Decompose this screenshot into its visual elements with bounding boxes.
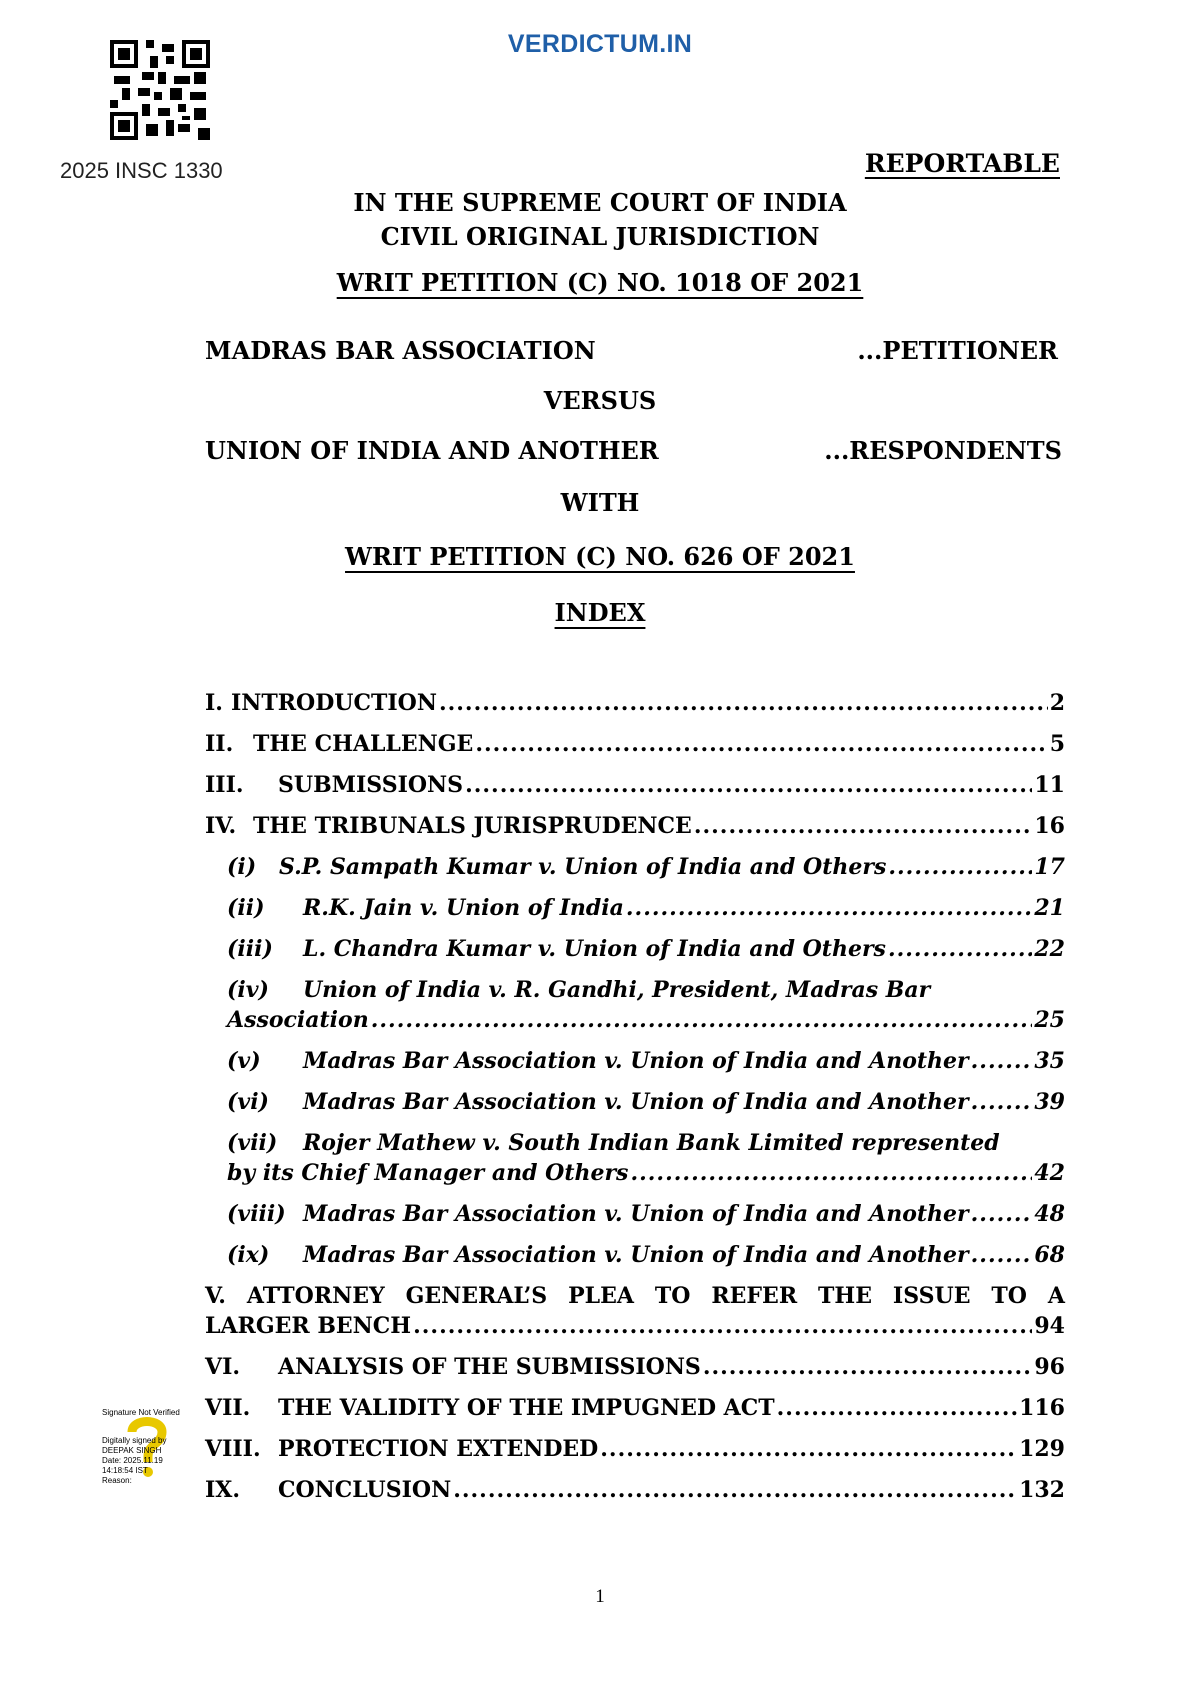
dot-leader bbox=[777, 1393, 1017, 1423]
index-entry-title-line2: LARGER BENCH bbox=[205, 1313, 412, 1339]
index-entry-page: 16 bbox=[1034, 813, 1065, 839]
title-word: ATTORNEY bbox=[246, 1283, 385, 1309]
dot-leader bbox=[439, 688, 1048, 718]
signature-line: Digitally signed by bbox=[102, 1436, 167, 1445]
sub-index-page: 42 bbox=[1034, 1160, 1065, 1186]
sub-index-number: (v) bbox=[227, 1048, 261, 1074]
index-entry[interactable] bbox=[205, 1475, 1065, 1505]
reportable-label: REPORTABLE bbox=[864, 149, 1060, 178]
sub-index-page: 39 bbox=[1034, 1089, 1065, 1115]
petitioner-name: MADRAS BAR ASSOCIATION bbox=[205, 336, 596, 365]
signature-line: 14:18:54 IST bbox=[102, 1466, 148, 1475]
sub-index-entry[interactable] bbox=[205, 893, 1065, 923]
title-word: TO bbox=[991, 1283, 1027, 1309]
index-entry-title: CONCLUSION bbox=[278, 1477, 452, 1503]
signature-line: Reason: bbox=[102, 1476, 132, 1485]
index-entry-number: I. bbox=[205, 690, 223, 716]
dot-leader bbox=[888, 934, 1032, 964]
jurisdiction: CIVIL ORIGINAL JURISDICTION bbox=[380, 222, 820, 251]
sub-index-number: (vi) bbox=[227, 1089, 269, 1115]
sub-index-entry[interactable] bbox=[205, 1199, 1065, 1229]
watermark-header: VERDICTUM.IN bbox=[507, 30, 693, 58]
index-entry-page: 94 bbox=[1034, 1313, 1065, 1339]
sub-index-page: 48 bbox=[1034, 1201, 1065, 1227]
index-entry-page: 11 bbox=[1034, 772, 1065, 798]
sub-index-page: 68 bbox=[1034, 1242, 1065, 1268]
sub-index-page: 25 bbox=[1034, 1007, 1065, 1033]
index-entry-page: 132 bbox=[1019, 1477, 1065, 1503]
sub-index-entry[interactable] bbox=[205, 852, 1065, 882]
digital-signature-stamp bbox=[102, 1408, 202, 1508]
sub-index-number: (viii) bbox=[227, 1201, 286, 1227]
index-entry-number: IV. bbox=[205, 813, 237, 839]
sub-index-title: S.P. Sampath Kumar v. Union of India and Others bbox=[279, 854, 887, 880]
index-entry[interactable] bbox=[205, 1434, 1065, 1464]
sub-index-number: (ix) bbox=[227, 1242, 270, 1268]
dot-leader bbox=[453, 1475, 1017, 1505]
index-entry-title: PROTECTION EXTENDED bbox=[278, 1436, 599, 1462]
index-entry-page: 129 bbox=[1019, 1436, 1065, 1462]
versus-label: VERSUS bbox=[543, 386, 657, 415]
petitioner-role: ...PETITIONER bbox=[857, 336, 1058, 365]
index-entry[interactable] bbox=[205, 1393, 1065, 1423]
index-entry[interactable] bbox=[205, 811, 1065, 841]
sub-index-title-line2: Association bbox=[227, 1007, 369, 1033]
dot-leader bbox=[971, 1240, 1033, 1270]
signature-line: DEEPAK SINGH bbox=[102, 1446, 162, 1455]
qr-code-icon bbox=[110, 40, 210, 140]
title-word: THE bbox=[818, 1283, 872, 1309]
case-number: WRIT PETITION (C) NO. 1018 OF 2021 bbox=[336, 268, 864, 297]
sub-index-entry[interactable] bbox=[205, 1128, 1065, 1188]
sub-index-number: (ii) bbox=[227, 895, 265, 921]
sub-index-title-line2: by its Chief Manager and Others bbox=[227, 1160, 629, 1186]
title-word: REFER bbox=[711, 1283, 798, 1309]
index-entry-page: 116 bbox=[1019, 1395, 1065, 1421]
sub-index-number: (iv) bbox=[227, 977, 269, 1003]
title-word: TO bbox=[654, 1283, 691, 1309]
dot-leader bbox=[971, 1087, 1033, 1117]
connected-case-number: WRIT PETITION (C) NO. 626 OF 2021 bbox=[345, 542, 855, 571]
dot-leader bbox=[371, 1005, 1033, 1035]
index-entry[interactable] bbox=[205, 1352, 1065, 1382]
title-word: V. bbox=[205, 1283, 226, 1309]
index-entry-number: IX. bbox=[205, 1477, 241, 1503]
index-entry-title: INTRODUCTION bbox=[231, 690, 437, 716]
index-entry-number: II. bbox=[205, 731, 234, 757]
dot-leader bbox=[626, 893, 1032, 923]
sub-index-number: (vii) bbox=[227, 1130, 278, 1156]
index-entry-title-line1 bbox=[205, 1281, 1065, 1311]
dot-leader bbox=[465, 770, 1032, 800]
index-entry-title: THE VALIDITY OF THE IMPUGNED ACT bbox=[278, 1395, 775, 1421]
sub-index-number: (iii) bbox=[227, 936, 273, 962]
court-name: IN THE SUPREME COURT OF INDIA bbox=[353, 188, 847, 217]
sub-index-entry[interactable] bbox=[205, 1046, 1065, 1076]
index-entry[interactable] bbox=[205, 688, 1065, 718]
dot-leader bbox=[971, 1199, 1033, 1229]
index-entry-number: VIII. bbox=[205, 1436, 261, 1462]
index-entry-number: III. bbox=[205, 772, 244, 798]
sub-index-page: 35 bbox=[1034, 1048, 1065, 1074]
sub-index-number: (i) bbox=[227, 854, 257, 880]
sub-index-title: Madras Bar Association v. Union of India and Another bbox=[303, 1048, 969, 1074]
index-list bbox=[205, 688, 1065, 1516]
index-entry-title: THE CHALLENGE bbox=[253, 731, 474, 757]
dot-leader bbox=[971, 1046, 1033, 1076]
index-entry[interactable] bbox=[205, 770, 1065, 800]
sub-index-title: R.K. Jain v. Union of India bbox=[303, 895, 624, 921]
index-entry-number: VI. bbox=[205, 1354, 241, 1380]
title-word: ISSUE bbox=[892, 1283, 971, 1309]
page-number: 1 bbox=[595, 1586, 605, 1607]
dot-leader bbox=[888, 852, 1032, 882]
with-label: WITH bbox=[560, 488, 640, 517]
index-entry-title: SUBMISSIONS bbox=[278, 772, 464, 798]
title-word: A bbox=[1047, 1283, 1065, 1309]
respondent-role: ...RESPONDENTS bbox=[824, 436, 1062, 465]
sub-index-title: Madras Bar Association v. Union of India and Another bbox=[303, 1242, 969, 1268]
dot-leader bbox=[600, 1434, 1017, 1464]
dot-leader bbox=[413, 1311, 1032, 1341]
sub-index-title: Madras Bar Association v. Union of India and Another bbox=[303, 1201, 969, 1227]
index-entry-page: 2 bbox=[1049, 690, 1065, 716]
sub-index-page: 17 bbox=[1034, 854, 1065, 880]
sub-index-page: 22 bbox=[1034, 936, 1065, 962]
sub-index-title-line1: Union of India v. R. Gandhi, President, Madras Bar bbox=[303, 977, 931, 1003]
index-entry-page: 5 bbox=[1049, 731, 1065, 757]
index-entry-page: 96 bbox=[1034, 1354, 1065, 1380]
sub-index-title: Madras Bar Association v. Union of India and Another bbox=[303, 1089, 969, 1115]
dot-leader bbox=[630, 1158, 1032, 1188]
respondent-name: UNION OF INDIA AND ANOTHER bbox=[205, 436, 659, 465]
index-entry-number: VII. bbox=[205, 1395, 251, 1421]
signature-line: Signature Not Verified bbox=[102, 1408, 180, 1417]
dot-leader bbox=[475, 729, 1047, 759]
sub-index-page: 21 bbox=[1034, 895, 1065, 921]
signature-line: Date: 2025.11.19 bbox=[102, 1456, 163, 1465]
index-entry[interactable] bbox=[205, 729, 1065, 759]
index-entry[interactable] bbox=[205, 1281, 1065, 1341]
sub-index-entry[interactable] bbox=[205, 934, 1065, 964]
dot-leader bbox=[703, 1352, 1033, 1382]
index-title: INDEX bbox=[554, 598, 646, 627]
title-word: GENERAL’S bbox=[405, 1283, 548, 1309]
dot-leader bbox=[694, 811, 1033, 841]
sub-index-title-line1: Rojer Mathew v. South Indian Bank Limited represented bbox=[303, 1130, 1000, 1156]
sub-index-title: L. Chandra Kumar v. Union of India and Others bbox=[303, 936, 886, 962]
sub-index-entry[interactable] bbox=[205, 1240, 1065, 1270]
title-word: PLEA bbox=[568, 1283, 634, 1309]
index-entry-title: THE TRIBUNALS JURISPRUDENCE bbox=[253, 813, 692, 839]
sub-index-entry[interactable] bbox=[205, 1087, 1065, 1117]
neutral-citation: 2025 INSC 1330 bbox=[60, 158, 223, 183]
index-entry-title: ANALYSIS OF THE SUBMISSIONS bbox=[278, 1354, 701, 1380]
sub-index-entry[interactable] bbox=[205, 975, 1065, 1035]
